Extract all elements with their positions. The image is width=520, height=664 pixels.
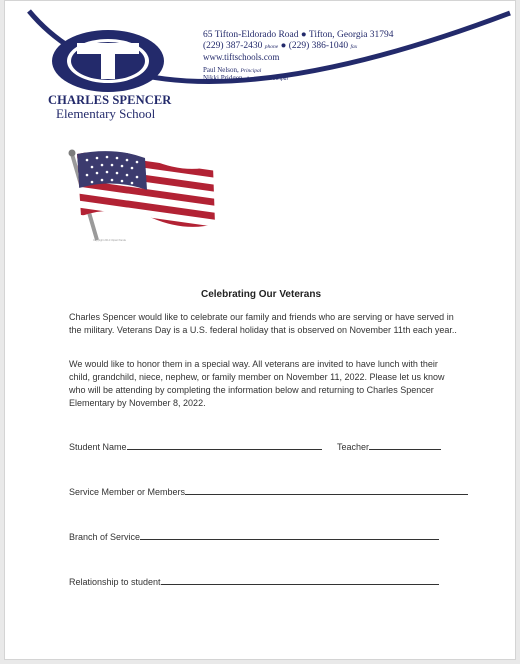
branch-label: Branch of Service [69, 532, 141, 542]
service-member-line[interactable] [185, 485, 468, 495]
teacher-line[interactable] [369, 440, 441, 450]
flag-pole-finial [69, 150, 76, 157]
service-member-field [69, 485, 468, 497]
separator-dot: ● [280, 41, 287, 51]
flag-cloth [67, 148, 217, 242]
student-name-field [69, 440, 322, 452]
service-member-label: Service Member or Members [69, 487, 186, 497]
student-name-label: Student Name [69, 442, 127, 452]
principal-line [203, 66, 261, 74]
contact-numbers [203, 41, 357, 51]
website-link[interactable]: www.tiftschools.com [203, 52, 280, 62]
document-title: Celebrating Our Veterans [200, 289, 322, 300]
fax-number: (229) 386-1040 [288, 41, 349, 51]
invitation-paragraph: We would like to honor them in a special way. All veterans are invited to have lunch with their child, grandchild, niece, nephew, or family member on November 11, 2022. Please let us know who will be attending by completing the information below and returning to Charles Spencer Elementary by November 8, 2022. [69, 359, 445, 408]
fax-label: fax [350, 44, 358, 50]
principal-name: Paul Nelson, [203, 66, 239, 74]
school-address: 65 Tifton-Eldorado Road ● Tifton, Georgia 31794 [203, 30, 394, 40]
student-name-line[interactable] [127, 440, 322, 450]
tc-monogram-logo [52, 30, 164, 92]
flag-caption: Copyright 2012 Clipart Panda [93, 239, 126, 242]
assistant-principal-line [203, 74, 288, 82]
document-page [4, 0, 516, 660]
principal-title: Principal [240, 68, 262, 74]
assistant-title: Assistant Principal [245, 76, 288, 82]
branch-line[interactable] [140, 530, 439, 540]
relationship-line[interactable] [161, 575, 439, 585]
teacher-field [337, 440, 441, 452]
school-subtitle: Elementary School [56, 106, 156, 121]
intro-paragraph: Charles Spencer would like to celebrate our family and friends who are serving or have served in the military. Veterans Day is a U.S. federal holiday that is observed on November 11th each year.. [69, 312, 457, 335]
branch-of-service-field [69, 530, 439, 542]
phone-number: (229) 387-2430 [203, 41, 263, 51]
relationship-label: Relationship to student [69, 577, 161, 587]
school-name: CHARLES SPENCER [48, 93, 172, 107]
teacher-label: Teacher [337, 442, 370, 452]
relationship-field [69, 575, 439, 587]
assistant-name: Nikki Pridgen, [203, 74, 245, 82]
american-flag-icon [67, 148, 217, 242]
phone-label: phone [264, 44, 279, 50]
